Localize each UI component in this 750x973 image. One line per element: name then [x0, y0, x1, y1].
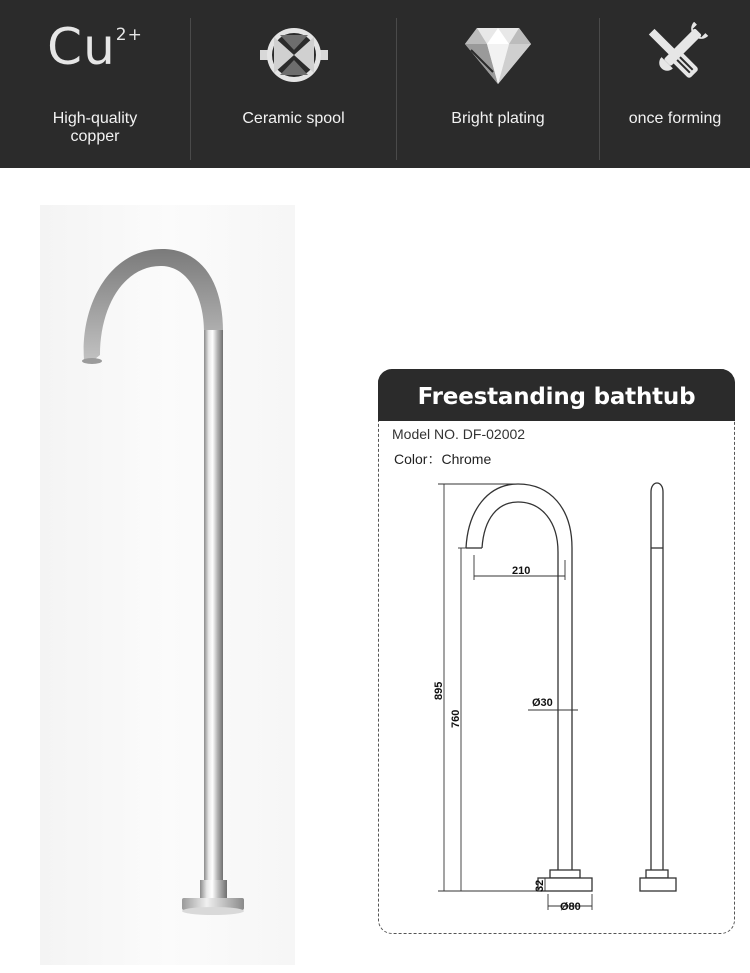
feature-ceramic [191, 0, 396, 168]
dim-pipe-diameter: Ø30 [532, 697, 553, 709]
feature-plating [397, 0, 599, 168]
dim-base-diameter: Ø80 [560, 901, 581, 913]
dim-base-height: 32 [534, 879, 546, 892]
model-number: Model NO. DF-02002 [392, 426, 526, 442]
dim-spout-height: 760 [450, 709, 462, 728]
product-title: Freestanding bathtub faucet [378, 369, 735, 421]
color-spec: Color：Chrome [394, 451, 492, 467]
faucet-image [40, 205, 295, 965]
copper-element-icon: $Cu^{2+}$ [47, 18, 143, 76]
ceramic-spool-icon [258, 22, 330, 93]
feature-label: Ceramic spool [242, 110, 345, 127]
dim-spout-reach: 210 [512, 565, 531, 577]
wrench-screwdriver-icon [641, 22, 709, 93]
feature-label: once forming [628, 110, 722, 127]
technical-drawing [378, 470, 735, 920]
feature-forming [600, 0, 750, 168]
dim-total-height: 895 [433, 681, 445, 700]
feature-label: High-quality copper [52, 110, 138, 145]
feature-copper [0, 0, 190, 168]
feature-bar [0, 0, 750, 168]
product-photo [40, 205, 295, 965]
diamond-icon [463, 22, 533, 91]
faucet-outline-inner [482, 502, 558, 882]
feature-label: Bright plating [451, 110, 545, 127]
